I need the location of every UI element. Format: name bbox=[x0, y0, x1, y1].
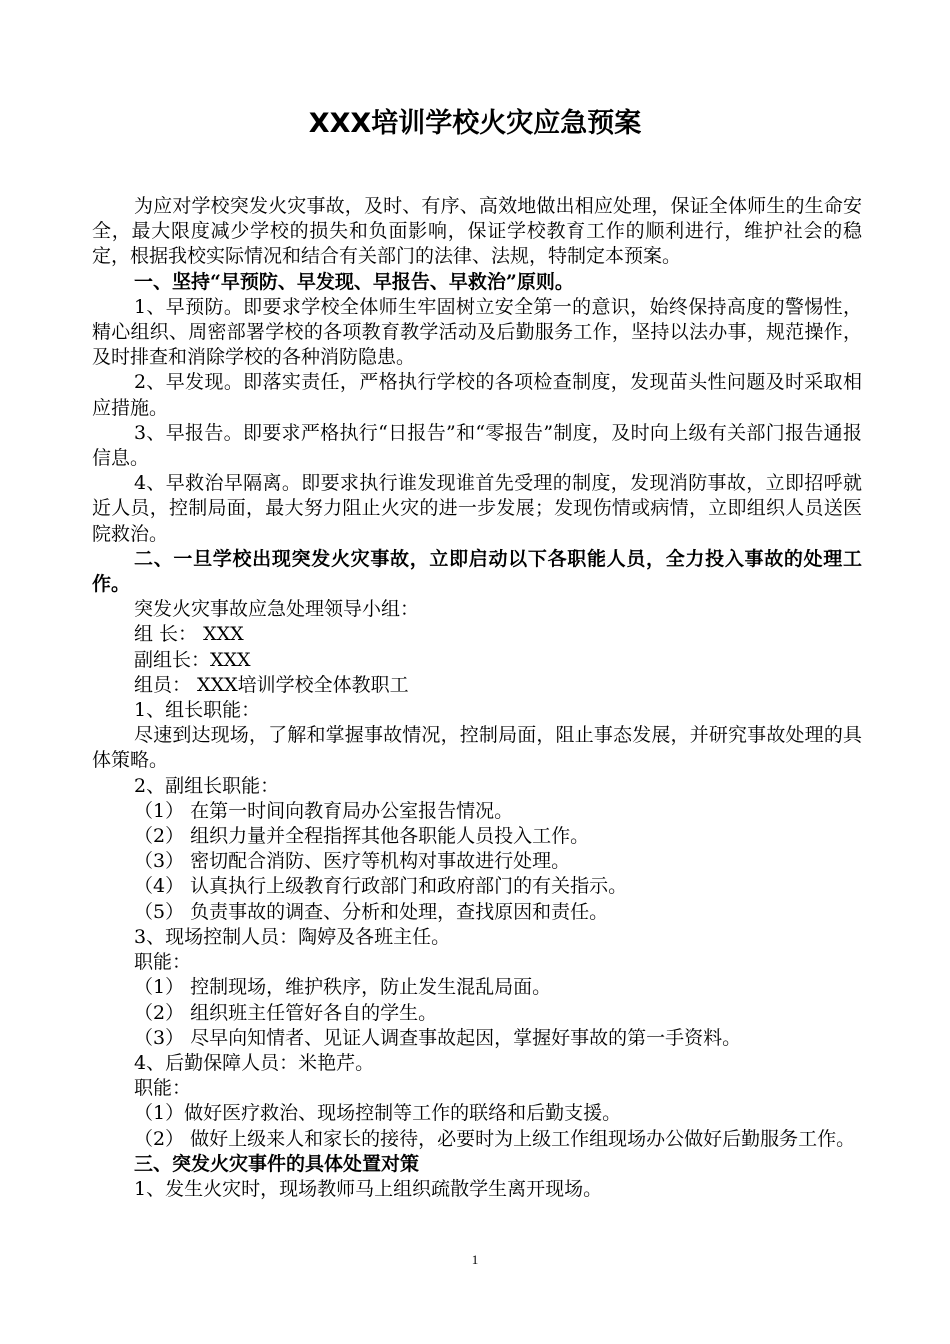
section-heading-2: 二、一旦学校出现突发火灾事故，立即启动以下各职能人员，全力投入事故的处理工作。 bbox=[92, 547, 862, 596]
deputy-duties-heading: 2、副组长职能： bbox=[134, 774, 280, 797]
duties-label: 职能： bbox=[134, 1077, 192, 1100]
paragraph-early-detection: 2、早发现。即落实责任，严格执行学校的各项检查制度，发现苗头性问题及时采取相应措施。 bbox=[92, 371, 862, 419]
section-heading-3: 三、突发火灾事件的具体处置对策 bbox=[134, 1152, 420, 1175]
document-body bbox=[92, 194, 862, 1202]
page-number: 1 bbox=[471, 1252, 479, 1267]
list-item: （1）做好医疗救治、现场控制等工作的联络和后勤支援。 bbox=[134, 1102, 622, 1125]
list-item: （3） 密切配合消防、医疗等机构对事故进行处理。 bbox=[134, 850, 571, 873]
list-item: （5） 负责事故的调查、分析和处理，查找原因和责任。 bbox=[134, 900, 609, 923]
duties-label: 职能： bbox=[134, 951, 192, 974]
list-item: （2） 组织力量并全程指挥其他各职能人员投入工作。 bbox=[134, 825, 590, 848]
document-title: XXX培训学校火灾应急预案 bbox=[308, 108, 642, 139]
logistics-heading: 4、后勤保障人员：米艳芹。 bbox=[134, 1051, 375, 1074]
section-heading-1: 一、坚持“早预防、早发现、早报告、早救治”原则。 bbox=[134, 270, 574, 293]
response-step-1: 1、发生火灾时，现场教师马上组织疏散学生离开现场。 bbox=[134, 1177, 603, 1200]
list-item: （1） 在第一时间向教育局办公室报告情况。 bbox=[134, 799, 514, 822]
paragraph-early-report: 3、早报告。即要求严格执行“日报告”和“零报告”制度，及时向上级有关部门报告通报信息。 bbox=[92, 421, 862, 470]
leadership-group-heading: 突发火灾事故应急处理领导小组： bbox=[134, 598, 420, 621]
list-item: （2） 做好上级来人和家长的接待，必要时为上级工作组现场办公做好后勤服务工作。 bbox=[134, 1127, 856, 1150]
leader-duties-heading: 1、组长职能： bbox=[134, 699, 261, 722]
site-control-heading: 3、现场控制人员：陶婷及各班主任。 bbox=[134, 925, 451, 948]
list-item: （1） 控制现场，维护秩序，防止发生混乱局面。 bbox=[134, 976, 552, 999]
list-item: （4） 认真执行上级教育行政部门和政府部门的有关指示。 bbox=[134, 875, 628, 898]
paragraph-early-prevention: 1、早预防。即要求学校全体师生牢固树立安全第一的意识，始终保持高度的警惕性，精心组织、周密部署学校的各项教育教学活动及后勤服务工作，坚持以法办事，规范操作，及时排查和消除学校的各种消防隐患。 bbox=[92, 295, 862, 369]
group-leader-line: 组 长： XXX bbox=[134, 623, 244, 646]
list-item: （2） 组织班主任管好各自的学生。 bbox=[134, 1001, 438, 1024]
deputy-leader-line: 副组长：XXX bbox=[134, 648, 251, 671]
intro-paragraph: 为应对学校突发火灾事故，及时、有序、高效地做出相应处理，保证全体师生的生命安全，最大限度减少学校的损失和负面影响，保证学校教育工作的顺利进行，维护社会的稳定，根据我校实际情况和结合有关部门的法律、法规，特制定本预案。 bbox=[92, 195, 862, 268]
members-line: 组员： XXX培训学校全体教职工 bbox=[134, 673, 409, 696]
list-item: （3） 尽早向知情者、见证人调查事故起因，掌握好事故的第一手资料。 bbox=[134, 1026, 742, 1049]
paragraph-early-treatment: 4、早救治早隔离。即要求执行谁发现谁首先受理的制度，发现消防事故，立即招呼就近人员，控制局面，最大努力阻止火灾的进一步发展；发现伤情或病情，立即组织人员送医院救治。 bbox=[92, 472, 862, 545]
leader-duties-text: 尽速到达现场，了解和掌握事故情况，控制局面，阻止事态发展，并研究事故处理的具体策略。 bbox=[92, 724, 862, 772]
